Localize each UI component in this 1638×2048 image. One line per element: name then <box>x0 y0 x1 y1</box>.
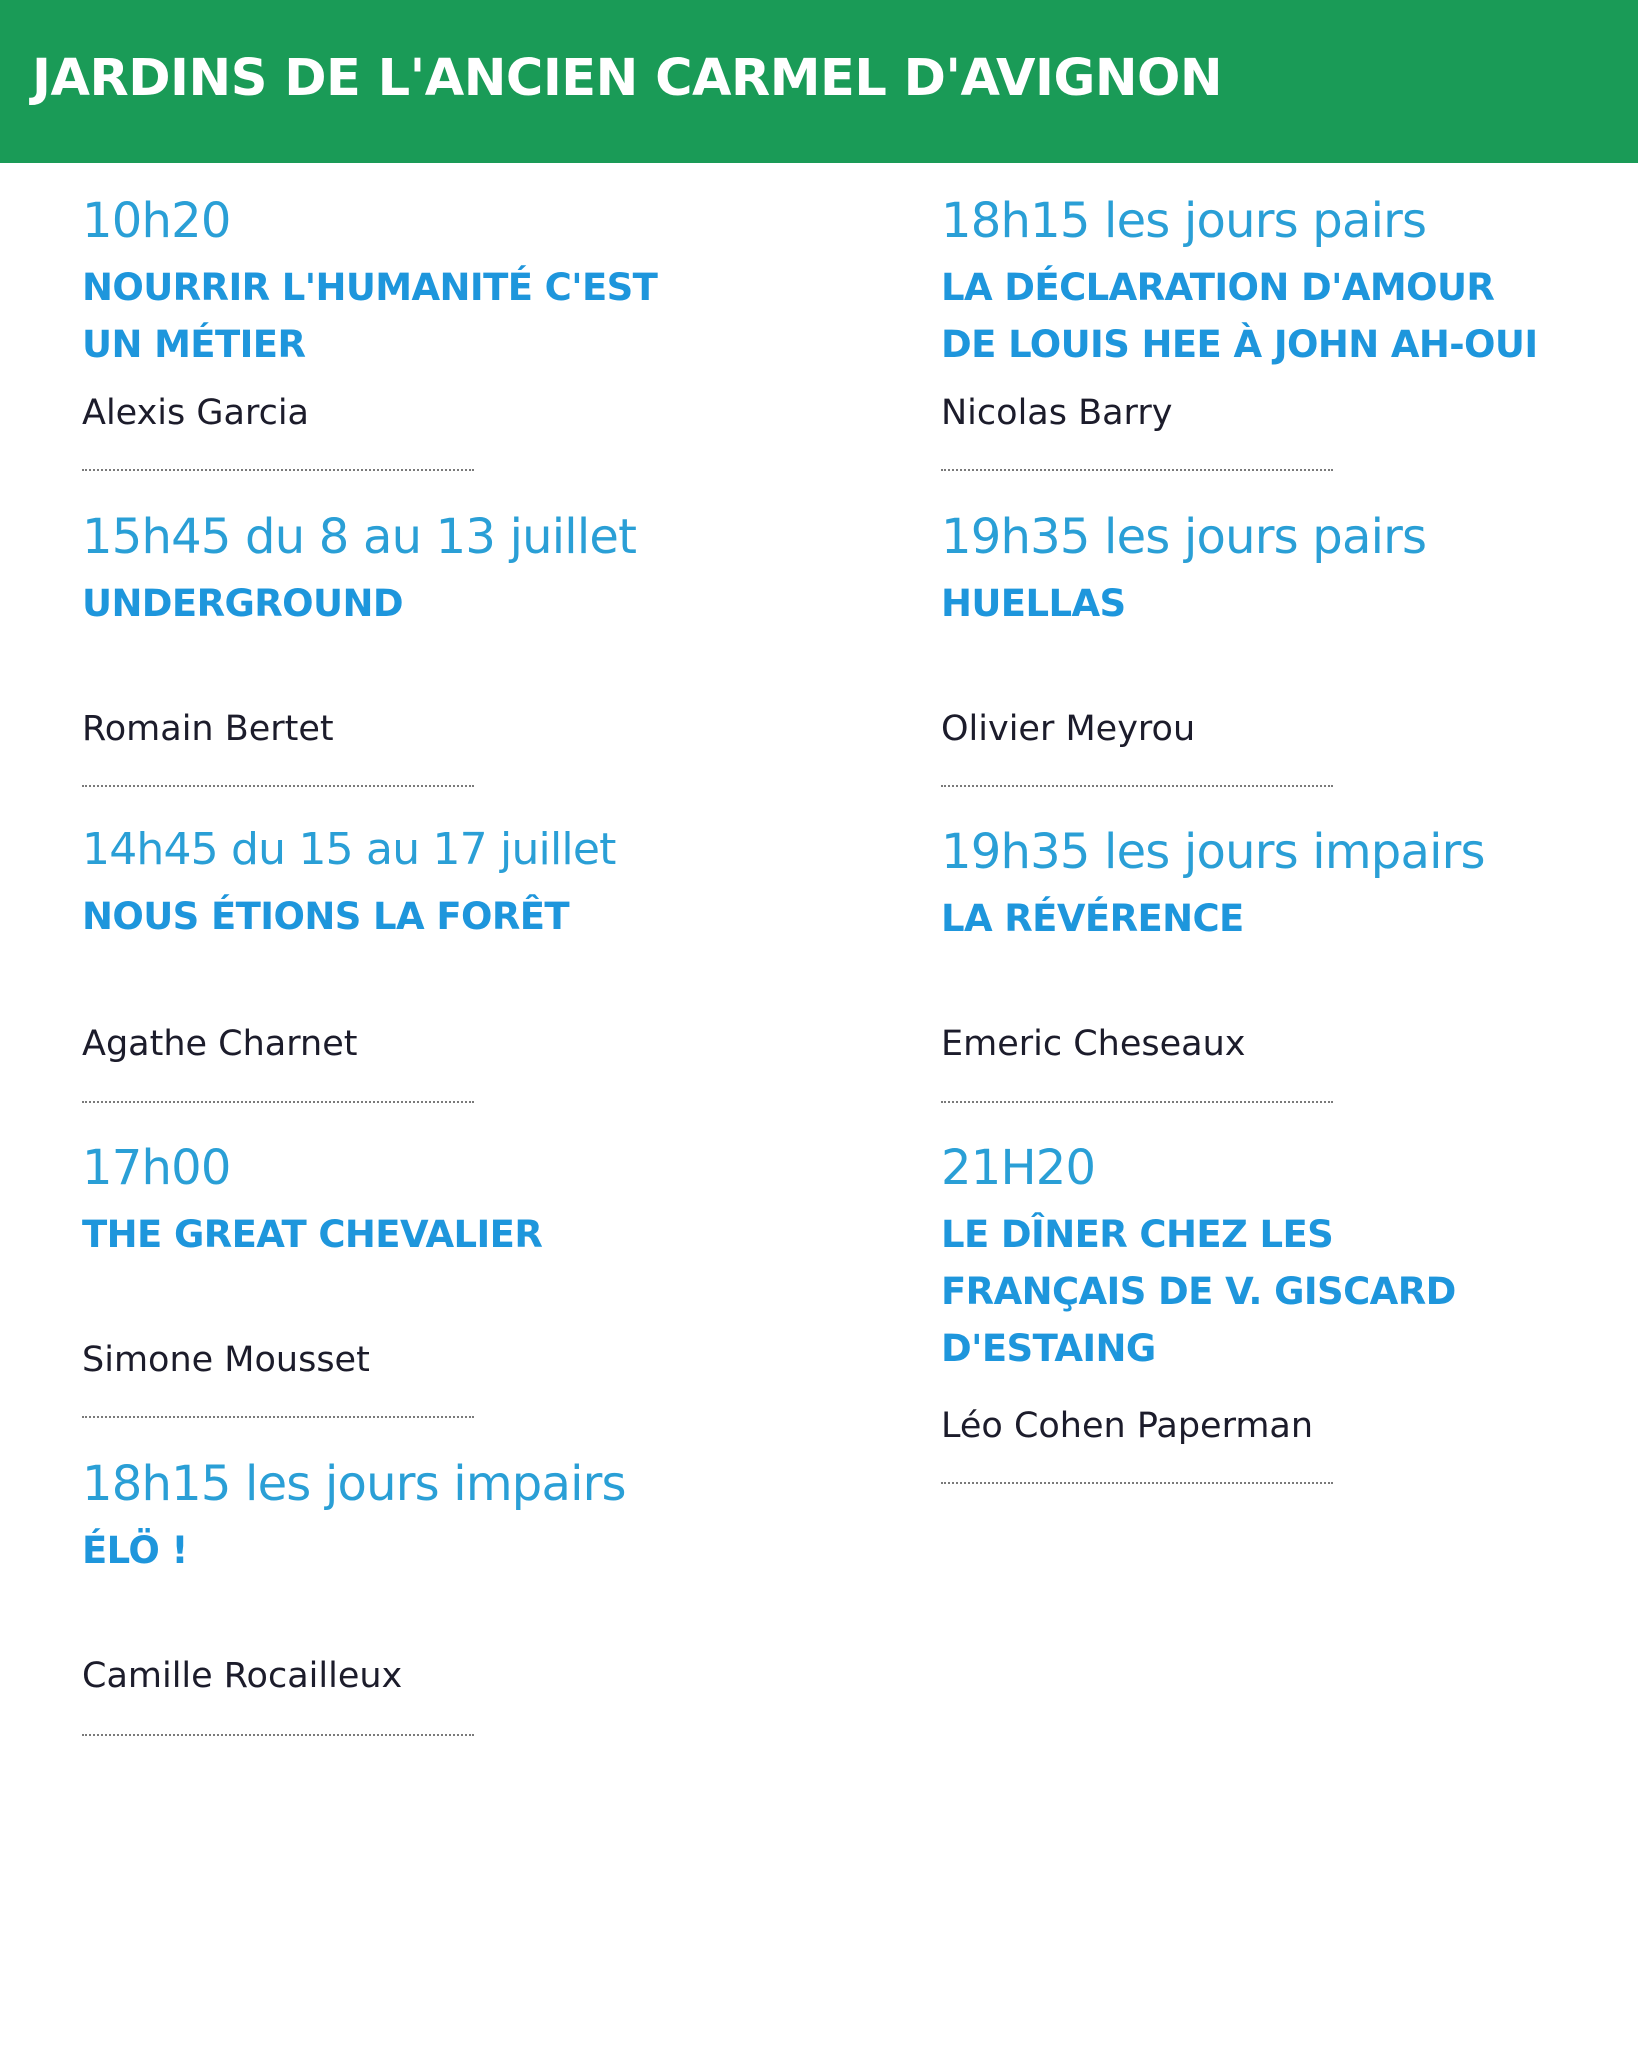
entry-title: LA DÉCLARATION D'AMOUR DE LOUIS HEE À JOHN AH-OUI <box>941 266 1538 366</box>
entry-author: Nicolas Barry <box>941 393 1173 433</box>
schedule-entry <box>82 505 642 632</box>
entry-time: 19h35 les jours impairs <box>941 824 1485 880</box>
entry-time: 18h15 les jours impairs <box>82 1456 626 1512</box>
schedule-entry <box>941 189 1538 373</box>
page-title: JARDINS DE L'ANCIEN CARMEL D'AVIGNON <box>32 49 1223 108</box>
entry-author: Emeric Cheseaux <box>941 1024 1246 1064</box>
entry-divider <box>941 1482 1333 1484</box>
entry-divider <box>82 785 474 787</box>
schedule-entry <box>82 1452 642 1579</box>
entry-time: 14h45 du 15 au 17 juillet <box>82 824 616 875</box>
entry-author: Olivier Meyrou <box>941 709 1196 749</box>
entry-divider <box>941 469 1333 471</box>
entry-title: UNDERGROUND <box>82 582 403 625</box>
schedule-entry <box>941 1136 1501 1377</box>
entry-author: Simone Mousset <box>82 1340 370 1380</box>
schedule-entry <box>941 505 1501 632</box>
entry-title: THE GREAT CHEVALIER <box>82 1213 543 1256</box>
entry-time: 19h35 les jours pairs <box>941 509 1427 565</box>
entry-time: 21H20 <box>941 1140 1096 1196</box>
entry-divider <box>82 469 474 471</box>
entry-time: 10h20 <box>82 193 231 249</box>
schedule-entry <box>82 818 642 945</box>
schedule-entry <box>941 820 1501 947</box>
entry-divider <box>941 785 1333 787</box>
entry-title: NOURRIR L'HUMANITÉ C'EST UN MÉTIER <box>82 266 658 366</box>
entry-divider <box>82 1416 474 1418</box>
entry-divider <box>941 1101 1333 1103</box>
entry-author: Romain Bertet <box>82 709 334 749</box>
entry-author: Camille Rocailleux <box>82 1656 403 1696</box>
entry-title: NOUS ÉTIONS LA FORÊT <box>82 895 570 938</box>
entry-time: 15h45 du 8 au 13 juillet <box>82 509 637 565</box>
entry-time: 17h00 <box>82 1140 231 1196</box>
entry-title: LE DÎNER CHEZ LES FRANÇAIS DE V. GISCARD D'ESTAING <box>941 1213 1456 1370</box>
entry-time: 18h15 les jours pairs <box>941 193 1427 249</box>
entry-divider <box>82 1101 474 1103</box>
header-banner <box>0 0 1638 163</box>
entry-title: HUELLAS <box>941 582 1126 625</box>
entry-author: Léo Cohen Paperman <box>941 1406 1314 1446</box>
entry-author: Agathe Charnet <box>82 1024 358 1064</box>
entry-title: ÉLÖ ! <box>82 1529 188 1572</box>
entry-divider <box>82 1734 474 1736</box>
entry-title: LA RÉVÉRENCE <box>941 897 1244 940</box>
schedule-entry <box>82 189 658 373</box>
entry-author: Alexis Garcia <box>82 393 309 433</box>
schedule-entry <box>82 1136 642 1263</box>
